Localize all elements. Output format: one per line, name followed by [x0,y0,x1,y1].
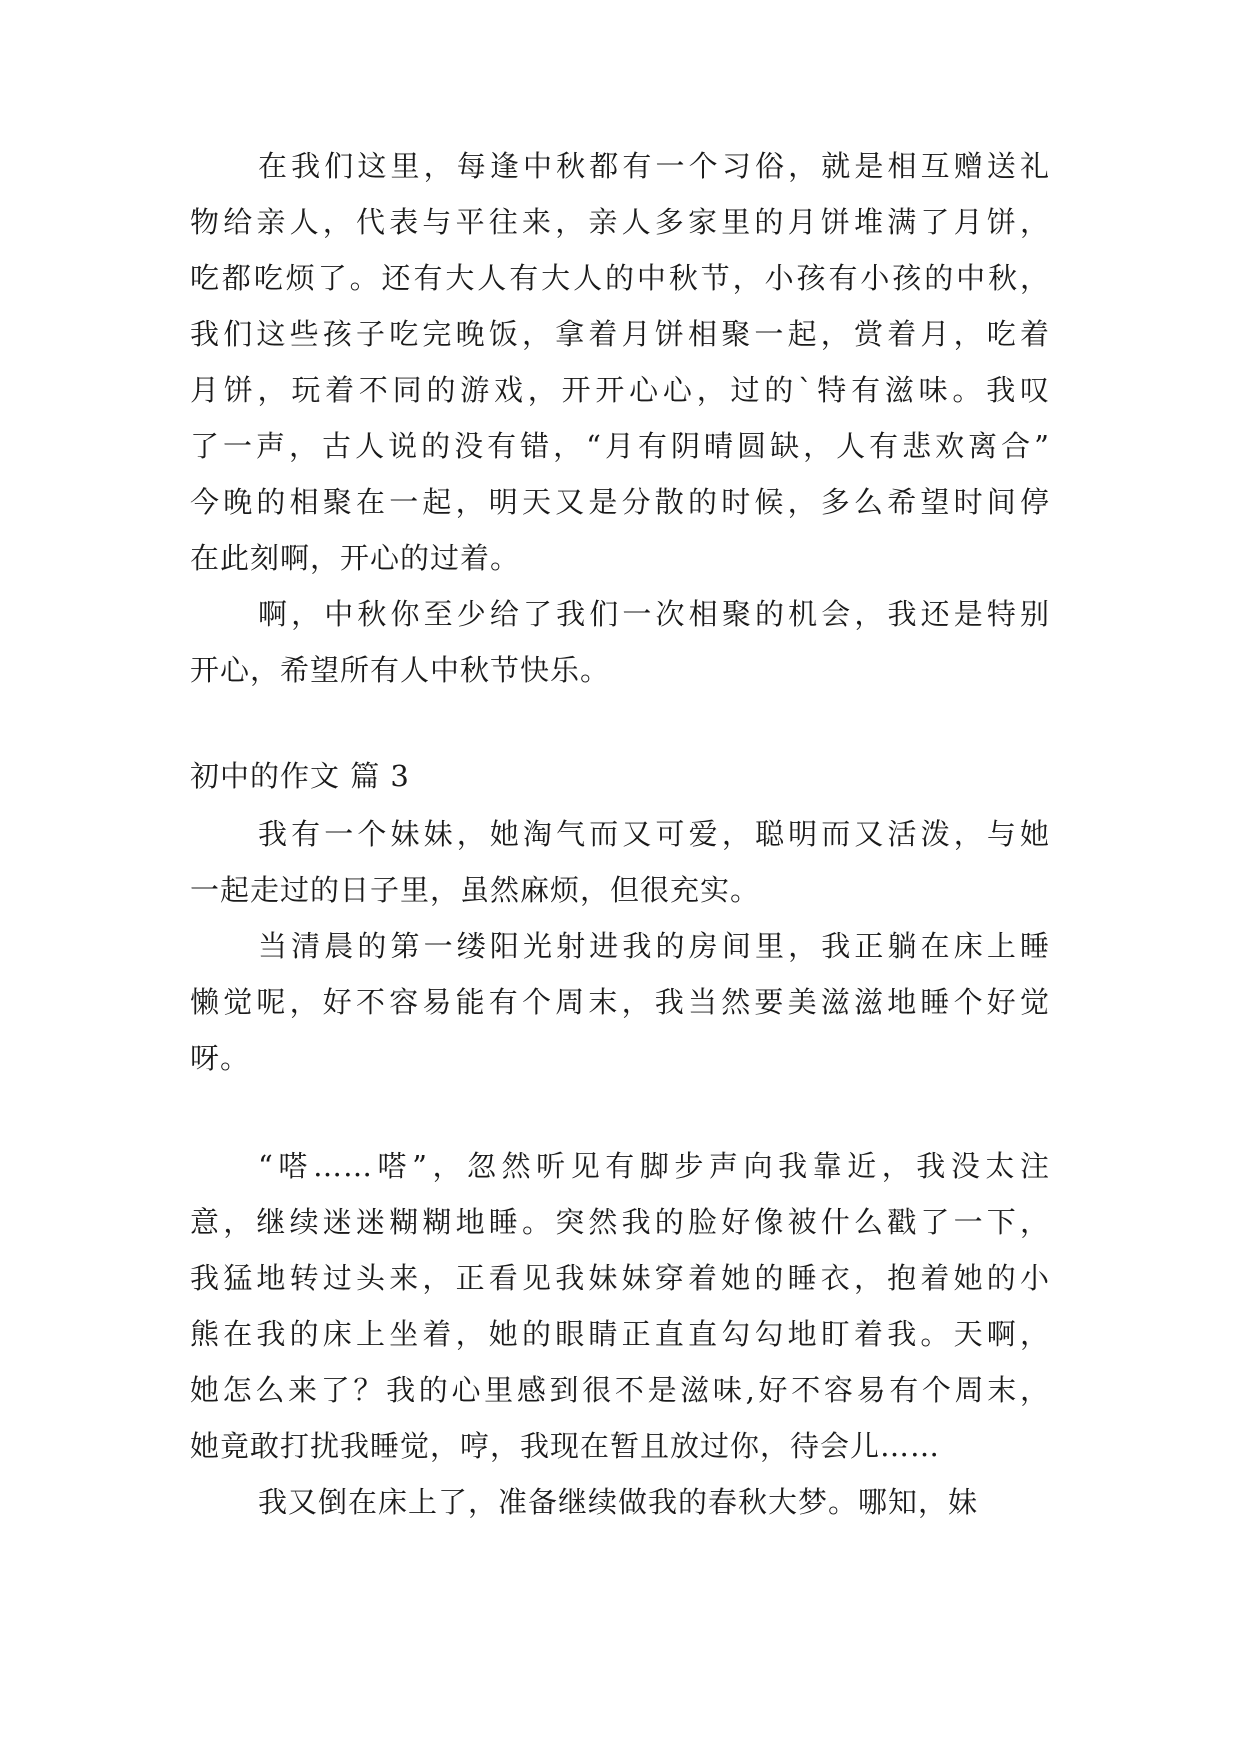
paragraph-line: 一起走过的日子里，虽然麻烦，但很充实。 [190,873,761,907]
paragraph-line: 我又倒在床上了，准备继续做我的春秋大梦。哪知，妹 [258,1485,979,1519]
paragraph-line: 在我们这里，每逢中秋都有一个习俗，就是相互赠送礼 [258,149,1050,183]
paragraph-line: 熊在我的床上坐着，她的眼睛正直直勾勾地盯着我。天啊， [190,1317,1050,1351]
paragraph-line: 吃都吃烦了。还有大人有大人的中秋节，小孩有小孩的中秋， [190,261,1050,295]
paragraph-line: 在此刻啊，开心的过着。 [190,541,521,575]
paragraph-line: 她竟敢打扰我睡觉，哼，我现在暂且放过你，待会儿…… [190,1429,941,1463]
paragraph-line: 当清晨的第一缕阳光射进我的房间里，我正躺在床上睡 [258,929,1050,963]
paragraph-line: 我们这些孩子吃完晚饭，拿着月饼相聚一起，赏着月，吃着 [190,317,1050,351]
paragraph-line: 懒觉呢，好不容易能有个周末，我当然要美滋滋地睡个好觉 [190,985,1050,1019]
paragraph-line: 我有一个妹妹，她淘气而又可爱，聪明而又活泼，与她 [258,817,1050,851]
paragraph-line: 月饼，玩着不同的游戏，开开心心，过的`特有滋味。我叹 [190,373,1050,407]
paragraph-line: 物给亲人，代表与平往来，亲人多家里的月饼堆满了月饼， [190,205,1050,239]
paragraph-line: 意，继续迷迷糊糊地睡。突然我的脸好像被什么戳了一下， [190,1205,1050,1239]
section-heading: 初中的作文 篇 3 [190,759,410,793]
paragraph-line: 她怎么来了？我的心里感到很不是滋味,好不容易有个周末， [190,1373,1050,1407]
paragraph-line: 开心，希望所有人中秋节快乐。 [190,653,611,687]
paragraph-line: “嗒……嗒”，忽然听见有脚步声向我靠近，我没太注 [258,1149,1050,1183]
paragraph-line: 我猛地转过头来，正看见我妹妹穿着她的睡衣，抱着她的小 [190,1261,1050,1295]
paragraph-line: 啊，中秋你至少给了我们一次相聚的机会，我还是特别 [258,597,1050,631]
paragraph-line: 呀。 [190,1041,251,1075]
paragraph-line: 了一声，古人说的没有错，“月有阴晴圆缺，人有悲欢离合” [190,429,1050,463]
paragraph-line: 今晚的相聚在一起，明天又是分散的时候，多么希望时间停 [190,485,1050,519]
